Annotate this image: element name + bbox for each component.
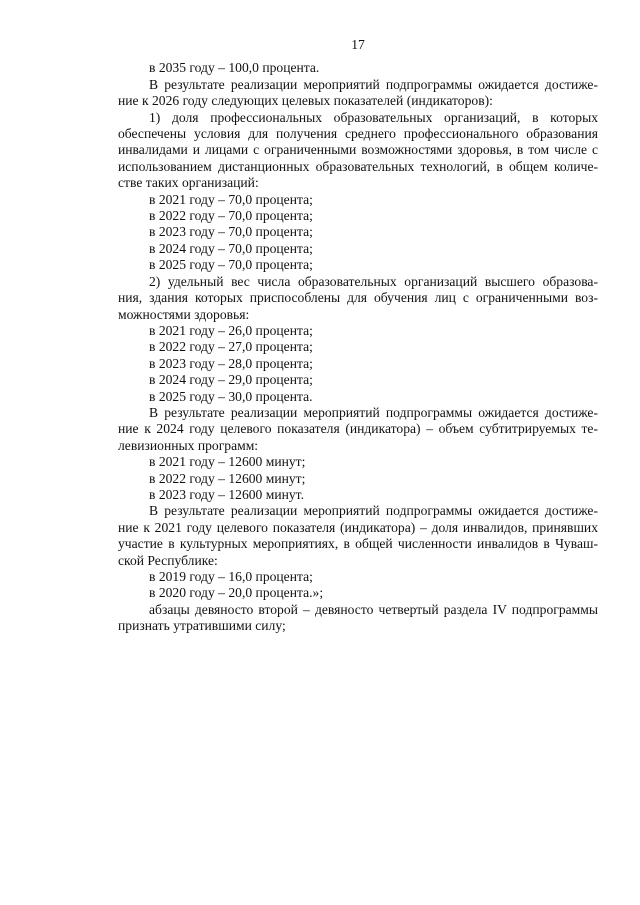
text-line: абзацы девяносто второй – девяносто четвертый раздела IV подпрограммы — [149, 601, 598, 617]
text-line: В результате реализации мероприятий подпрограммы ожидается достиже- — [149, 503, 598, 519]
text-line: в 2022 году – 12600 минут; — [149, 470, 306, 486]
text-line: в 2020 году – 20,0 процента.»; — [149, 585, 324, 601]
text-line: ние к 2021 году целевого показателя (индикатора) – доля инвалидов, принявших — [118, 519, 598, 535]
document-body — [118, 60, 598, 634]
text-line: признать утратившими силу; — [118, 618, 286, 634]
text-line: в 2023 году – 70,0 процента; — [149, 224, 313, 240]
text-line: В результате реализации мероприятий подпрограммы ожидается достиже- — [149, 76, 598, 92]
text-line: в 2023 году – 12600 минут. — [149, 486, 304, 502]
text-line: в 2025 году – 70,0 процента; — [149, 257, 313, 273]
text-line: в 2019 году – 16,0 процента; — [149, 569, 313, 584]
text-line: в 2024 году – 70,0 процента; — [149, 240, 313, 256]
text-line: 2) удельный вес числа образовательных организаций высшего образова- — [149, 273, 598, 289]
text-line: инвалидами и лицами с ограниченными возможностями здоровья, в том числе с — [118, 142, 598, 158]
text-line: в 2021 году – 70,0 процента; — [149, 191, 313, 207]
text-line: в 2021 году – 26,0 процента; — [149, 322, 313, 338]
text-line: ния, здания которых приспособлены для обучения лиц с ограниченными воз- — [118, 290, 598, 306]
text-line: в 2024 году – 29,0 процента; — [149, 372, 313, 388]
text-line: обеспечены условия для получения среднего профессионального образования — [118, 126, 598, 142]
text-line: в 2035 году – 100,0 процента. — [149, 60, 320, 76]
text-line: ской Республике: — [118, 552, 218, 568]
text-line: в 2025 году – 30,0 процента. — [149, 388, 313, 404]
text-line: в 2022 году – 27,0 процента; — [149, 339, 313, 355]
text-line: можностями здоровья: — [118, 306, 250, 322]
text-line: ние к 2026 году следующих целевых показателей (индикаторов): — [118, 93, 493, 109]
text-line: в 2021 году – 12600 минут; — [149, 454, 306, 470]
text-line: в 2022 году – 70,0 процента; — [149, 208, 313, 224]
text-line: 1) доля профессиональных образовательных организаций, в которых — [149, 109, 598, 125]
text-line: В результате реализации мероприятий подпрограммы ожидается достиже- — [149, 404, 598, 420]
text-line: ние к 2024 году целевого показателя (индикатора) – объем субтитрируемых те- — [118, 421, 598, 437]
text-line: в 2023 году – 28,0 процента; — [149, 355, 313, 371]
page-number: 17 — [351, 37, 365, 52]
text-line: использованием дистанционных образовательных технологий, в общем количе- — [118, 158, 598, 174]
text-line: участие в культурных мероприятиях, в общей численности инвалидов в Чуваш- — [118, 536, 598, 552]
text-line: левизионных программ: — [118, 437, 259, 453]
text-line: стве таких организаций: — [118, 175, 259, 191]
